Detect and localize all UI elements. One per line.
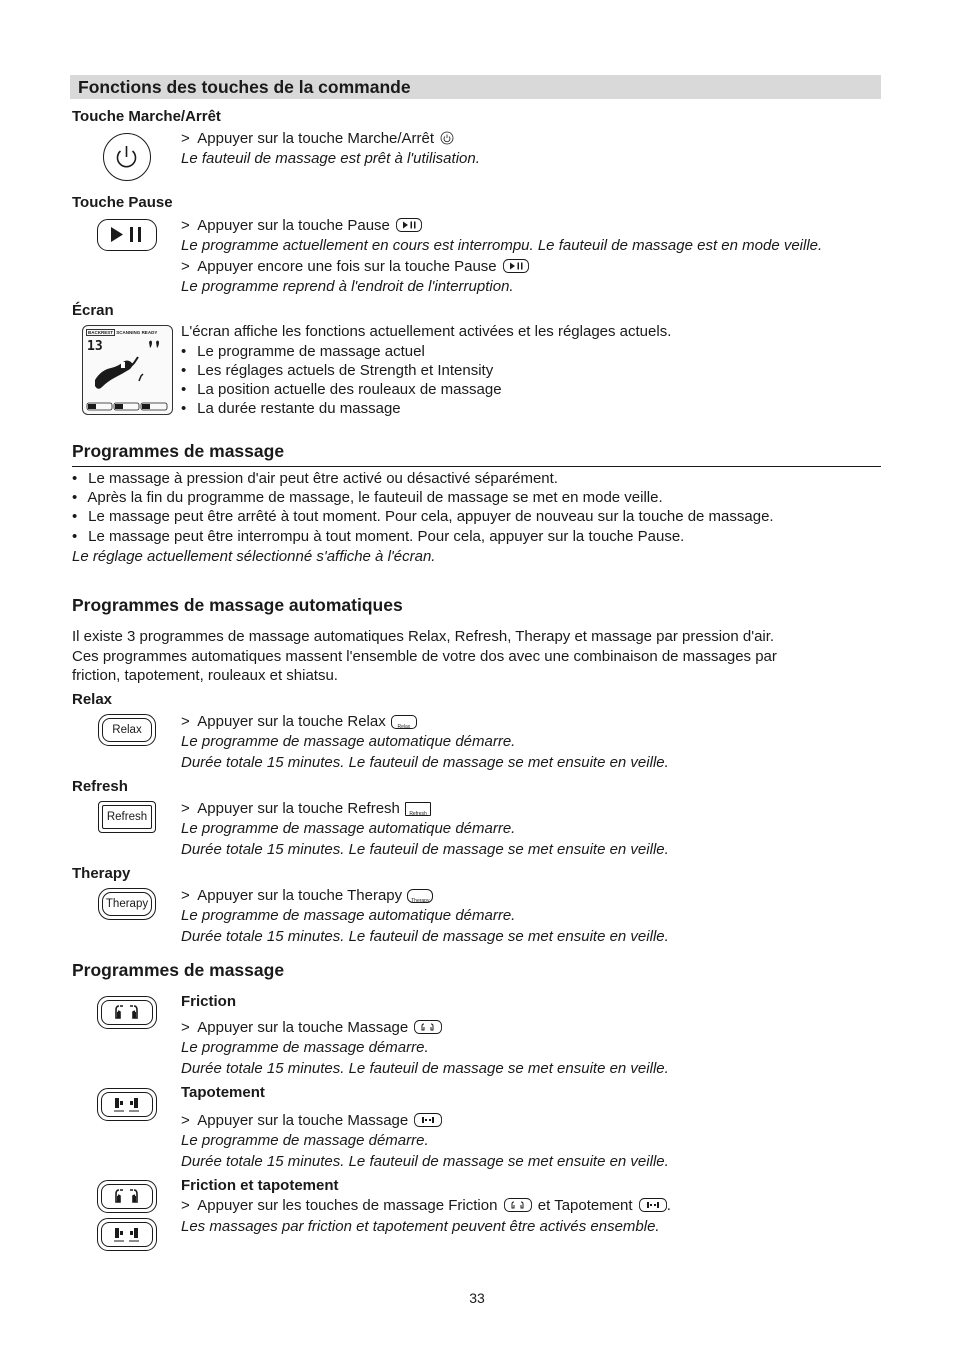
pause-step-2: > Appuyer encore une fois sur la touche Pause bbox=[181, 257, 529, 276]
friction-started: Le programme de massage démarre. bbox=[181, 1039, 429, 1056]
lcd-display-image bbox=[82, 325, 173, 415]
refresh-button-icon bbox=[98, 801, 156, 833]
section-header bbox=[70, 75, 881, 99]
power-title: Touche Marche/Arrêt bbox=[72, 108, 221, 125]
pause-button-icon bbox=[97, 219, 157, 251]
refresh-duration: Durée totale 15 minutes. Le fauteuil de massage se met ensuite en veille. bbox=[181, 841, 669, 858]
pause-step-1: > Appuyer sur la touche Pause bbox=[181, 216, 422, 235]
therapy-duration: Durée totale 15 minutes. Le fauteuil de massage se met ensuite en veille. bbox=[181, 928, 669, 945]
auto-intro-2: Ces programmes automatiques massent l'ensemble de votre dos avec une combinaison de massages par bbox=[72, 648, 777, 665]
lcd-scanning-label: SCANNING bbox=[116, 330, 141, 335]
relax-duration: Durée totale 15 minutes. Le fauteuil de massage se met ensuite en veille. bbox=[181, 754, 669, 771]
pause-mini-icon bbox=[503, 259, 529, 273]
section-title: Fonctions des touches de la commande bbox=[78, 77, 411, 97]
tapping-mini-icon bbox=[414, 1113, 442, 1127]
friction-button-icon bbox=[97, 1180, 157, 1213]
therapy-step: > Appuyer sur la touche Therapy Therapy bbox=[181, 886, 434, 905]
therapy-mini-icon: Therapy bbox=[407, 889, 433, 903]
auto-intro-3: friction, tapotement, rouleaux et shiatsu. bbox=[72, 667, 338, 684]
manual-title: Programmes de massage bbox=[72, 960, 285, 980]
refresh-title: Refresh bbox=[72, 778, 128, 795]
lcd-ready-label: READY bbox=[141, 330, 158, 335]
tapping-button-icon bbox=[97, 1088, 157, 1121]
auto-title: Programmes de massage automatiques bbox=[72, 595, 403, 615]
friction-button-icon bbox=[97, 996, 157, 1029]
therapy-title: Therapy bbox=[72, 865, 131, 882]
power-button-icon bbox=[103, 133, 151, 181]
pause-result-1: Le programme actuellement en cours est interrompu. Le fauteuil de massage est en mode veille. bbox=[181, 237, 823, 254]
lcd-backrest-label: BACKREST bbox=[88, 330, 114, 335]
refresh-step: > Appuyer sur la touche Refresh Refresh bbox=[181, 799, 432, 818]
power-mini-icon bbox=[440, 131, 454, 145]
programmes-title: Programmes de massage bbox=[72, 441, 285, 461]
pause-title: Touche Pause bbox=[72, 194, 173, 211]
screen-item: • Les réglages actuels de Strength et Intensity bbox=[181, 362, 494, 379]
tapping-duration: Durée totale 15 minutes. Le fauteuil de massage se met ensuite en veille. bbox=[181, 1153, 669, 1170]
refresh-button-label: Refresh bbox=[106, 811, 148, 823]
screen-item: • Le programme de massage actuel bbox=[181, 343, 425, 360]
page-number: 33 bbox=[469, 1290, 485, 1306]
screen-title: Écran bbox=[72, 302, 114, 319]
auto-intro-1: Il existe 3 programmes de massage automatiques Relax, Refresh, Therapy et massage par pression d'air. bbox=[72, 628, 775, 645]
refresh-mini-icon: Refresh bbox=[405, 802, 431, 816]
pause-result-2: Le programme reprend à l'endroit de l'interruption. bbox=[181, 278, 514, 295]
screen-item: • La durée restante du massage bbox=[181, 400, 401, 417]
screen-item: • La position actuelle des rouleaux de massage bbox=[181, 381, 502, 398]
relax-title: Relax bbox=[72, 691, 113, 708]
relax-started: Le programme de massage automatique démarre. bbox=[181, 733, 516, 750]
programmes-note: Le réglage actuellement sélectionné s'affiche à l'écran. bbox=[72, 548, 436, 565]
friction-mini-icon bbox=[414, 1020, 442, 1034]
both-result: Les massages par friction et tapotement peuvent être activés ensemble. bbox=[181, 1218, 660, 1235]
tapping-started: Le programme de massage démarre. bbox=[181, 1132, 429, 1149]
tapping-button-icon bbox=[97, 1218, 157, 1251]
therapy-button-icon bbox=[98, 888, 156, 920]
both-step: > Appuyer sur les touches de massage Friction et Tapotement . bbox=[181, 1197, 671, 1214]
therapy-button-label: Therapy bbox=[105, 898, 149, 910]
relax-step: > Appuyer sur la touche Relax Relax bbox=[181, 712, 418, 731]
friction-mini-icon bbox=[504, 1198, 532, 1212]
relax-mini-icon: Relax bbox=[391, 715, 417, 729]
pause-mini-icon bbox=[396, 218, 422, 232]
therapy-started: Le programme de massage automatique démarre. bbox=[181, 907, 516, 924]
programmes-item: • Le massage peut être interrompu à tout moment. Pour cela, appuyer sur la touche Pause. bbox=[72, 528, 685, 545]
tapping-mini-icon bbox=[639, 1198, 667, 1212]
friction-duration: Durée totale 15 minutes. Le fauteuil de massage se met ensuite en veille. bbox=[181, 1060, 669, 1077]
screen-intro: L'écran affiche les fonctions actuellement activées et les réglages actuels. bbox=[181, 323, 672, 340]
programmes-item: • Le massage à pression d'air peut être activé ou désactivé séparément. bbox=[72, 470, 558, 487]
friction-step: > Appuyer sur la touche Massage bbox=[181, 1018, 442, 1037]
both-title: Friction et tapotement bbox=[181, 1177, 339, 1194]
lcd-time: 13 bbox=[87, 339, 103, 354]
relax-button-label: Relax bbox=[112, 724, 142, 736]
refresh-started: Le programme de massage automatique démarre. bbox=[181, 820, 516, 837]
power-result: Le fauteuil de massage est prêt à l'utilisation. bbox=[181, 150, 480, 167]
tapping-step: > Appuyer sur la touche Massage bbox=[181, 1111, 442, 1130]
programmes-item: • Le massage peut être arrêté à tout moment. Pour cela, appuyer de nouveau sur la touche de massage. bbox=[72, 508, 774, 525]
friction-title: Friction bbox=[181, 993, 236, 1010]
section-divider bbox=[72, 466, 881, 467]
tapping-title: Tapotement bbox=[181, 1084, 265, 1101]
programmes-item: • Après la fin du programme de massage, le fauteuil de massage se met en mode veille. bbox=[72, 489, 663, 506]
power-step: > Appuyer sur la touche Marche/Arrêt bbox=[181, 129, 454, 148]
relax-button-icon bbox=[98, 714, 156, 746]
